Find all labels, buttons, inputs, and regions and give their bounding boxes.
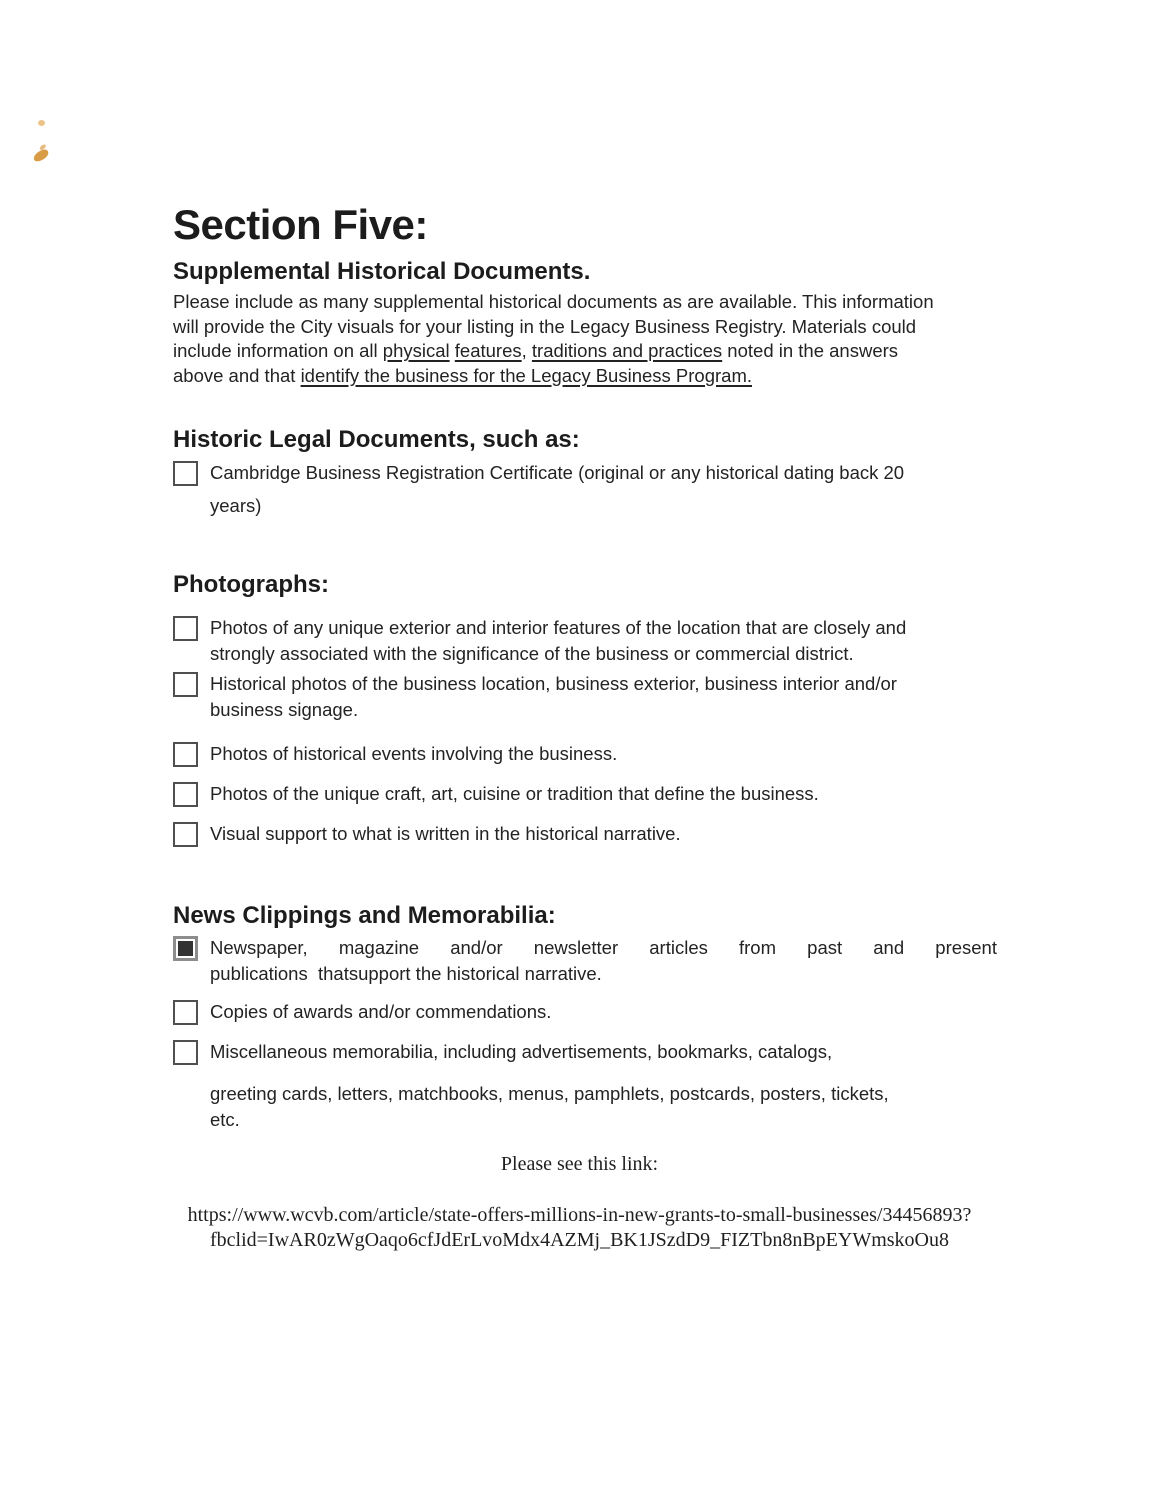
- article-url: [0, 1203, 1159, 1253]
- checklist-item-line: Copies of awards and/or commendations.: [210, 1001, 552, 1022]
- checklist-item-text: [210, 999, 997, 1025]
- checklist-item-text: [210, 460, 997, 519]
- checklist-item-text: [210, 1039, 997, 1133]
- intro-line: [173, 315, 997, 340]
- checklist-item-line: Cambridge Business Registration Certificate (original or any historical dating back 20: [210, 462, 905, 483]
- section-heading-historic-legal-documents: Historic Legal Documents, such as:: [173, 426, 580, 453]
- article-url-line1: https://www.wcvb.com/article/state-offers-millions-in-new-grants-to-small-businesses/34456893?: [187, 1204, 972, 1226]
- checklist-item-line: business signage.: [210, 699, 359, 720]
- checklist-item-historical-events-photos: [173, 741, 997, 767]
- checklist-item-line: Photos of historical events involving the business.: [210, 743, 618, 764]
- checkbox-unchecked-icon: [173, 1000, 198, 1025]
- page-title: Section Five:: [173, 201, 428, 248]
- link-note: Please see this link:: [500, 1153, 659, 1175]
- checklist-item-text: [210, 615, 997, 667]
- checkbox-unchecked-icon: [173, 782, 198, 807]
- document-content: [173, 0, 997, 1133]
- page-subtitle: Supplemental Historical Documents.: [173, 258, 591, 285]
- article-url-line2: fbclid=IwAR0zWgOaqo6cfJdErLvoMdx4AZMj_BK1JSzdD9_FIZTbn8nBpEYWmskoOu8: [210, 1229, 949, 1251]
- intro-paragraph: [173, 290, 997, 388]
- checkbox-unchecked-icon: [173, 1040, 198, 1065]
- intro-text-segment: will provide the City visuals for your listing in the Legacy Business Registry. Materials could: [173, 315, 917, 337]
- checkbox-unchecked-icon: [173, 616, 198, 641]
- underlined-text: features: [454, 340, 522, 361]
- intro-text-segment: above and that: [173, 364, 301, 386]
- checklist-item-text: [210, 741, 997, 767]
- checklist-item-text: [210, 671, 997, 723]
- checkbox-checked-icon: [173, 936, 198, 961]
- checklist-item-text: [210, 935, 997, 987]
- checklist-item-craft-photos: [173, 781, 997, 807]
- checkbox-unchecked-icon: [173, 461, 198, 486]
- checklist-item-line: years): [210, 495, 262, 516]
- checkbox-fill: [178, 941, 193, 956]
- checklist-item-text: [210, 821, 997, 847]
- checklist-item-line: Newspaper, magazine and/or newsletter articles from past and present: [210, 937, 997, 958]
- checklist-item-line: Photos of any unique exterior and interior features of the location that are closely and: [210, 617, 907, 638]
- checklist-item-awards-copies: [173, 999, 997, 1025]
- intro-text-segment: include information on all: [173, 340, 383, 361]
- section-heading-photographs: Photographs:: [173, 571, 329, 598]
- checklist-item-line: etc.: [210, 1109, 240, 1130]
- intro-line: [173, 339, 997, 364]
- checklist-item-line: strongly associated with the significance of the business or commercial district.: [210, 643, 854, 664]
- checklist-item-visual-support: [173, 821, 997, 847]
- section-heading-news-clippings-memorabilia: News Clippings and Memorabilia:: [173, 902, 556, 929]
- checklist-item-line: Miscellaneous memorabilia, including advertisements, bookmarks, catalogs,: [210, 1041, 833, 1062]
- underlined-text: traditions and practices: [531, 340, 723, 361]
- intro-line: [173, 364, 997, 389]
- checklist-item-line: Photos of the unique craft, art, cuisine or tradition that define the business.: [210, 783, 819, 804]
- checkbox-unchecked-icon: [173, 742, 198, 767]
- checklist-item-line: greeting cards, letters, matchbooks, menus, pamphlets, postcards, posters, tickets,: [210, 1083, 889, 1104]
- document-footer: [0, 1152, 1159, 1253]
- scan-artifact-speck: [32, 148, 50, 163]
- checklist-item-line: Historical photos of the business location, business exterior, business interior and/or: [210, 673, 897, 694]
- checklist-item-line: publications thatsupport the historical narrative.: [210, 963, 602, 984]
- checklist-item-miscellaneous-memorabilia: [173, 1039, 997, 1133]
- intro-text-segment: Please include as many supplemental historical documents as are available. This information: [173, 291, 934, 312]
- underlined-text: identify the business for the Legacy Business Program.: [300, 364, 752, 386]
- checklist-item-newspaper-articles: [173, 935, 997, 987]
- intro-text-segment: ,: [521, 340, 532, 361]
- checklist-item-line: Visual support to what is written in the historical narrative.: [210, 823, 681, 844]
- checkbox-unchecked-icon: [173, 822, 198, 847]
- checkbox-unchecked-icon: [173, 672, 198, 697]
- intro-text-segment: noted in the answers: [722, 340, 899, 361]
- checklist-item-historical-photos: [173, 671, 997, 723]
- intro-line: [173, 290, 997, 315]
- checklist-item-business-registration: [173, 460, 997, 519]
- checklist-item-text: [210, 781, 997, 807]
- underlined-text: physical: [382, 340, 450, 361]
- scan-artifact-speck: [38, 120, 45, 126]
- checklist-item-exterior-interior-photos: [173, 615, 997, 667]
